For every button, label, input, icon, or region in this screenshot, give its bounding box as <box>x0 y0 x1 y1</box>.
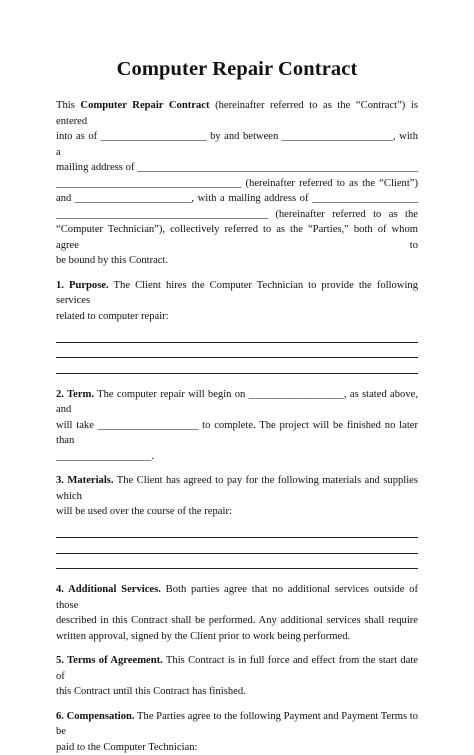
compensation-line-1 <box>56 709 418 740</box>
additional-line-3: written approval, signed by the Client prior to work being performed. <box>56 629 418 645</box>
intro-paragraph <box>56 98 418 269</box>
terms-text: This Contract is in full force and effect from the start date of <box>56 655 418 682</box>
additional-heading: 4. Additional Services. <box>56 584 161 595</box>
blank-line[interactable] <box>56 523 418 539</box>
purpose-line-2: related to computer repair: <box>56 309 418 325</box>
compensation-heading: 6. Compensation. <box>56 711 135 722</box>
term-section <box>56 387 418 465</box>
blank-line[interactable] <box>56 538 418 554</box>
intro-text: This <box>56 100 80 111</box>
purpose-section <box>56 278 418 325</box>
terms-of-agreement-section <box>56 653 418 700</box>
purpose-blank-lines[interactable] <box>56 327 418 374</box>
materials-line-2: will be used over the course of the repair: <box>56 504 418 520</box>
materials-line-1 <box>56 473 418 504</box>
materials-blank-lines[interactable] <box>56 523 418 570</box>
intro-line-1 <box>56 98 418 129</box>
intro-line-5: and ______________________, with a mailing address of ____________________ <box>56 191 418 207</box>
intro-line-8: be bound by this Contract. <box>56 253 418 269</box>
contract-name: Computer Repair Contract <box>80 100 209 111</box>
additional-services-section <box>56 582 418 644</box>
purpose-text: The Client hires the Computer Technician to provide the following services <box>56 280 418 307</box>
blank-line[interactable] <box>56 343 418 359</box>
blank-line[interactable] <box>56 358 418 374</box>
term-line-1 <box>56 387 418 418</box>
materials-heading: 3. Materials. <box>56 475 114 486</box>
term-heading: 2. Term. <box>56 389 94 400</box>
compensation-text: The Parties agree to the following Payment and Payment Terms to be <box>56 711 418 738</box>
terms-line-1 <box>56 653 418 684</box>
compensation-section <box>56 709 418 755</box>
purpose-line-1 <box>56 278 418 309</box>
materials-text: The Client has agreed to pay for the following materials and supplies which <box>56 475 418 502</box>
compensation-line-2: paid to the Computer Technician: <box>56 740 418 755</box>
additional-text: Both parties agree that no additional services outside of those <box>56 584 418 611</box>
intro-line-2: into as of ____________________ by and between _____________________, with a <box>56 129 418 160</box>
intro-line-3: mailing address of _____________________________________________________ <box>56 160 418 176</box>
blank-line[interactable] <box>56 554 418 570</box>
intro-line-6: ________________________________________ (hereinafter referred to as the <box>56 207 418 223</box>
term-text: The computer repair will begin on __________________, as stated above, and <box>56 389 418 416</box>
additional-line-2: described in this Contract shall be performed. Any additional services shall require <box>56 613 418 629</box>
materials-section <box>56 473 418 520</box>
term-line-3: __________________. <box>56 449 418 465</box>
intro-text: (hereinafter referred to as the “Contract”) is entered <box>56 100 418 127</box>
intro-line-7: “Computer Technician”), collectively referred to as the “Parties,” both of whom agree to <box>56 222 418 253</box>
document-title: Computer Repair Contract <box>56 58 418 81</box>
intro-line-4: ___________________________________ (hereinafter referred to as the “Client”) <box>56 176 418 192</box>
term-line-2: will take ___________________ to complete. The project will be finished no later than <box>56 418 418 449</box>
blank-line[interactable] <box>56 327 418 343</box>
terms-line-2: this Contract until this Contract has finished. <box>56 684 418 700</box>
purpose-heading: 1. Purpose. <box>56 280 109 291</box>
additional-line-1 <box>56 582 418 613</box>
terms-heading: 5. Terms of Agreement. <box>56 655 163 666</box>
